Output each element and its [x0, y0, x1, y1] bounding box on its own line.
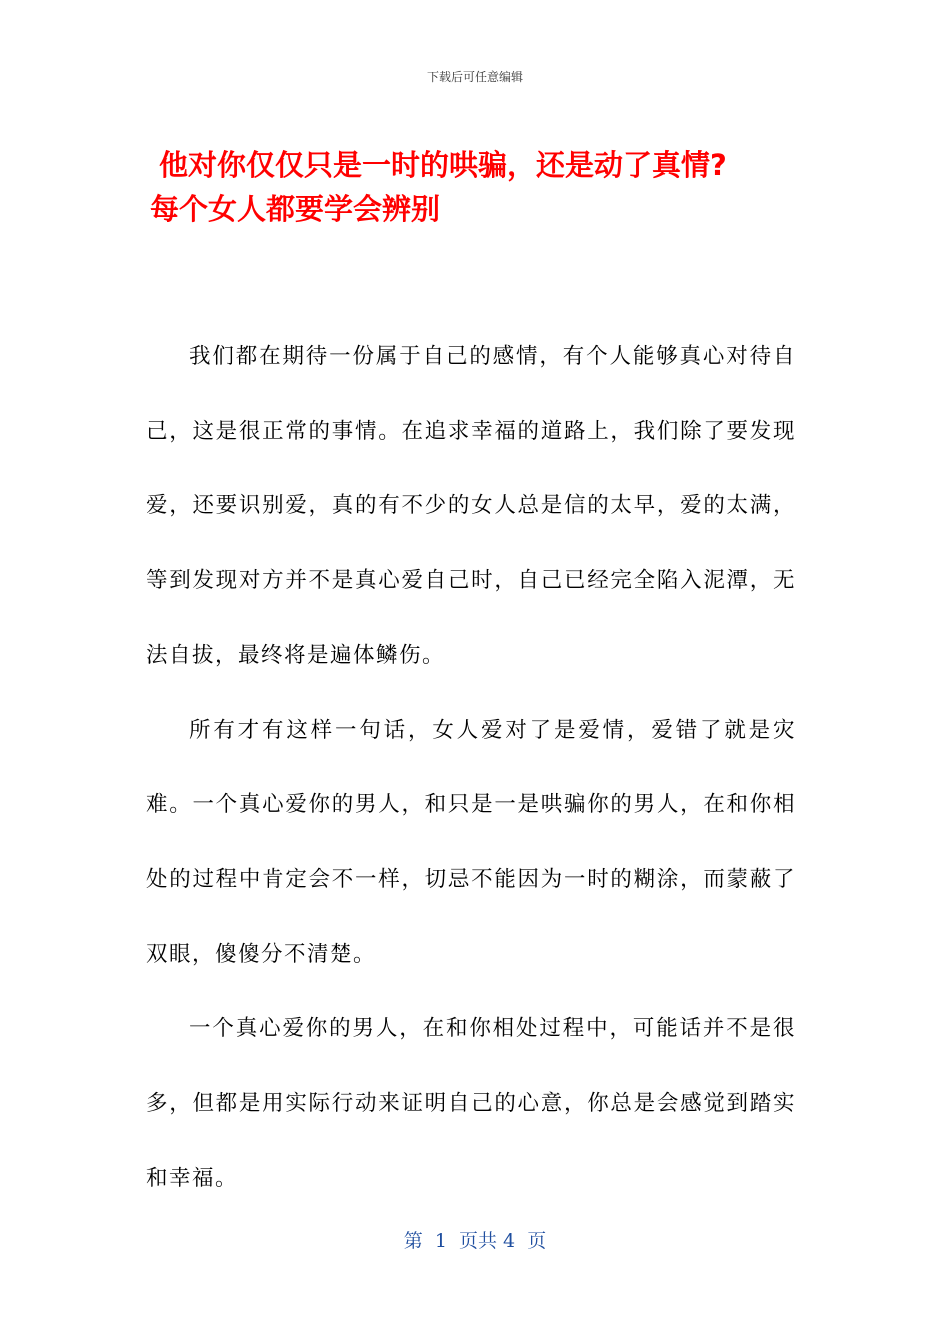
paragraph-2: 所有才有这样一句话，女人爱对了是爱情，爱错了就是灾难。一个真心爱你的男人，和只是一是哄骗你的男人，在和你相处的过程中肯定会不一样，切忌不能因为一时的糊涂，而蒙蔽了双眼，傻傻分不清楚。: [146, 717, 796, 967]
paragraph-3: 一个真心爱你的男人，在和你相处过程中，可能话并不是很多，但都是用实际行动来证明自己的心意，你总是会感觉到踏实和幸福。: [146, 1016, 796, 1191]
document-title: [150, 143, 850, 231]
title-line-1: 他对你仅仅只是一时的哄骗，还是动了真情?: [159, 148, 727, 182]
title-line-2: 每个女人都要学会辨别: [150, 192, 441, 226]
page-number-footer: 第 1 页共 4 页: [403, 1230, 547, 1252]
header-note: 下载后可任意编辑: [426, 70, 523, 84]
paragraph-1: 我们都在期待一份属于自己的感情，有个人能够真心对待自己，这是很正常的事情。在追求幸福的道路上，我们除了要发现爱，还要识别爱，真的有不少的女人总是信的太早，爱的太满，等到发现对方并不是真心爱自己时，自己已经完全陷入泥潭，无法自拔，最终将是遍体鳞伤。: [146, 344, 796, 668]
document-body: [146, 320, 796, 1216]
